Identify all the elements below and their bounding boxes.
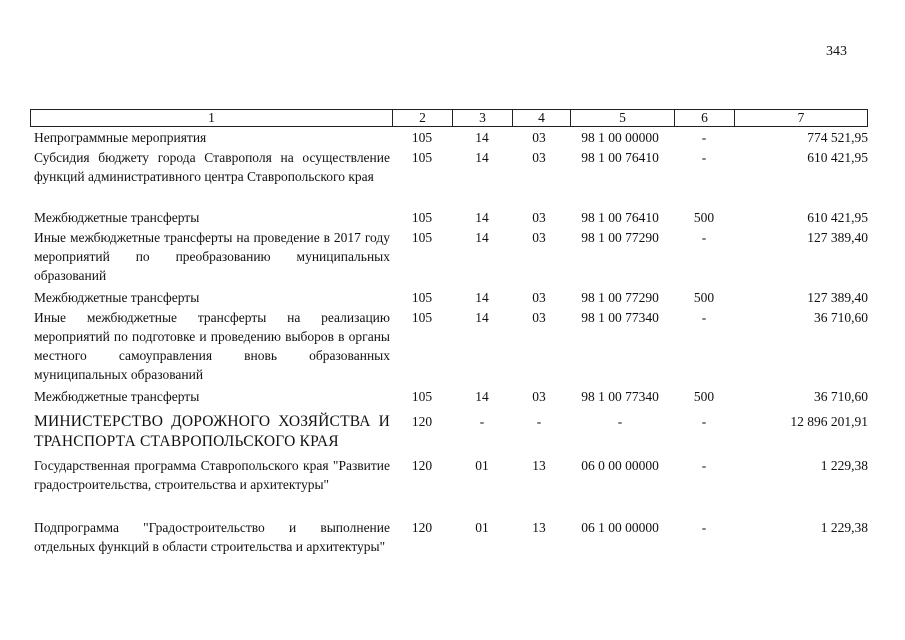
row-col-6: 500 xyxy=(693,290,715,305)
table-header xyxy=(30,109,868,127)
row-col-2: 120 xyxy=(411,414,433,429)
row-col-3: - xyxy=(479,414,485,429)
row-col-5: 98 1 00 77340 xyxy=(581,389,659,404)
header-col-7: 7 xyxy=(797,110,805,125)
row-col-5: 98 1 00 00000 xyxy=(581,130,659,145)
row-col-5: 98 1 00 77340 xyxy=(581,310,659,325)
row-col-7: 12 896 201,91 xyxy=(790,414,868,429)
row-col-4: 03 xyxy=(532,290,546,305)
row-col-7: 36 710,60 xyxy=(814,310,868,325)
row-col-4: 13 xyxy=(532,520,546,535)
row-col-3: 14 xyxy=(475,290,489,305)
row-col-3: 14 xyxy=(475,210,489,225)
row-col-5: 06 0 00 00000 xyxy=(581,458,659,473)
row-name: Межбюджетные трансферты xyxy=(34,290,200,305)
row-name: Иные межбюджетные трансферты на реализацию мероприятий по подготовке и проведению выборов в органы местного самоуправления вновь образованных муниципальных образований xyxy=(34,310,390,382)
row-col-3: 01 xyxy=(475,520,489,535)
row-col-6: 500 xyxy=(693,210,715,225)
row-col-2: 120 xyxy=(411,458,433,473)
row-name: Иные межбюджетные трансферты на проведение в 2017 году мероприятий по преобразованию муниципальных образований xyxy=(34,230,390,283)
row-col-7: 610 421,95 xyxy=(807,150,868,165)
row-col-2: 105 xyxy=(411,210,433,225)
row-col-6: - xyxy=(701,150,707,165)
row-col-7: 1 229,38 xyxy=(820,458,868,473)
row-col-5: 98 1 00 77290 xyxy=(581,230,659,245)
row-col-3: 14 xyxy=(475,310,489,325)
header-col-4: 4 xyxy=(513,110,571,126)
row-name: Межбюджетные трансферты xyxy=(34,389,200,404)
row-col-6: - xyxy=(701,230,707,245)
row-col-4: 03 xyxy=(532,130,546,145)
row-col-3: 14 xyxy=(475,230,489,245)
row-col-2: 105 xyxy=(411,130,433,145)
header-col-1: 1 xyxy=(31,110,393,126)
row-col-2: 105 xyxy=(411,230,433,245)
row-col-2: 105 xyxy=(411,310,433,325)
row-col-5: - xyxy=(617,414,623,429)
row-name: Государственная программа Ставропольского края "Развитие градостроительства, строительства и архитектуры" xyxy=(34,458,390,492)
row-col-7: 127 389,40 xyxy=(807,290,868,305)
row-col-3: 14 xyxy=(475,130,489,145)
page-number: 343 xyxy=(826,44,847,59)
row-col-7: 610 421,95 xyxy=(807,210,868,225)
row-name: Субсидия бюджету города Ставрополя на осуществление функций административного центра Ставропольского края xyxy=(34,150,390,184)
row-col-6: - xyxy=(701,458,707,473)
row-col-4: 13 xyxy=(532,458,546,473)
row-col-7: 127 389,40 xyxy=(807,230,868,245)
row-col-6: - xyxy=(701,130,707,145)
row-col-4: 03 xyxy=(532,210,546,225)
row-col-6: - xyxy=(701,520,707,535)
row-col-7: 774 521,95 xyxy=(807,130,868,145)
row-col-4: - xyxy=(536,414,542,429)
row-col-6: - xyxy=(701,414,707,429)
row-col-2: 105 xyxy=(411,150,433,165)
row-col-3: 01 xyxy=(475,458,489,473)
row-name: Межбюджетные трансферты xyxy=(34,210,200,225)
header-col-6: 6 xyxy=(675,110,735,126)
row-col-4: 03 xyxy=(532,230,546,245)
row-col-2: 120 xyxy=(411,520,433,535)
row-col-6: - xyxy=(701,310,707,325)
row-col-3: 14 xyxy=(475,150,489,165)
header-col-3: 3 xyxy=(453,110,513,126)
row-col-5: 06 1 00 00000 xyxy=(581,520,659,535)
row-col-7: 1 229,38 xyxy=(820,520,868,535)
header-col-5: 5 xyxy=(571,110,675,126)
row-col-5: 98 1 00 76410 xyxy=(581,150,659,165)
row-col-5: 98 1 00 76410 xyxy=(581,210,659,225)
row-name: Подпрограмма "Градостроительство и выполнение отдельных функций в области строительства и архитектуры" xyxy=(34,520,390,554)
header-col-2: 2 xyxy=(393,110,453,126)
row-col-3: 14 xyxy=(475,389,489,404)
row-name: Непрограммные мероприятия xyxy=(34,130,207,145)
row-col-2: 105 xyxy=(411,290,433,305)
row-col-4: 03 xyxy=(532,310,546,325)
row-col-6: 500 xyxy=(693,389,715,404)
row-col-4: 03 xyxy=(532,389,546,404)
row-col-2: 105 xyxy=(411,389,433,404)
row-col-7: 36 710,60 xyxy=(814,389,868,404)
row-name: МИНИСТЕРСТВО ДОРОЖНОГО ХОЗЯЙСТВА И ТРАНСПОРТА СТАВРОПОЛЬСКОГО КРАЯ xyxy=(34,413,390,450)
row-col-4: 03 xyxy=(532,150,546,165)
row-col-5: 98 1 00 77290 xyxy=(581,290,659,305)
